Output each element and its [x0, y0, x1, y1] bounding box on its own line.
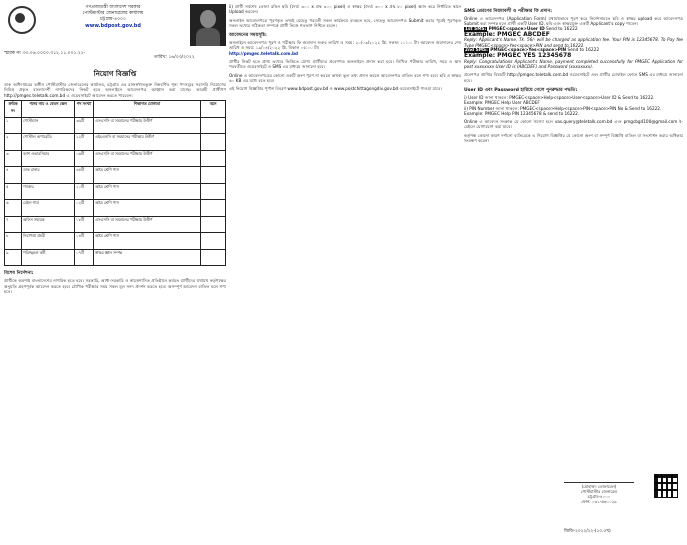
cell: পোস্টম্যান	[22, 117, 75, 134]
cell: এসএসসি বা সমমানের পরীক্ষায় উত্তীর্ণ	[94, 150, 201, 167]
sms-intro: Online এ আবেদনপত্র (Application Form) যথাযথভাবে পূরণ করে নির্দেশনামতে ছবি ও স্বাক্ষর upload করে আবেদনপত্র Submit করা সম্পন্ন হলে প্রার্থী একটি User ID, ছবি এবং স্বাক্ষরযুক্ত একটি Applicant's copy পাবেন।	[464, 16, 683, 27]
recovery-1-example: Example: PMGEC Help User ABCDEF	[464, 100, 540, 106]
sms-title: SMS প্রেরণের নিয়মাবলী ও পরীক্ষার ফি প্রদান:	[464, 9, 553, 14]
portrait-image	[190, 4, 226, 46]
cell: ডাক রানার	[22, 167, 75, 184]
cell: এসএসসি বা সমমানের পরীক্ষায় উত্তীর্ণ	[94, 117, 201, 134]
special-instructions-text: প্রার্থীকে অবশ্যই বাংলাদেশের নাগরিক হতে হবে। সরকারি, আধা-সরকারি ও স্বায়ত্তশাসিত প্রতিষ্ঠানে কর্মরত প্রার্থীদের যথাযথ কর্তৃপক্ষের অনুমতি গ্রহণপূর্বক আবেদন করতে হবে। মৌখিক পরীক্ষার সময় সকল মূল সনদ প্রদর্শন করতে হবে। অসম্পূর্ণ আবেদন বাতিল বলে গণ্য হবে।	[4, 278, 226, 294]
sms2-send: Send to 16222	[567, 48, 600, 53]
dgp-number: জিডি-২০২২/২২-(১০.৫খ)	[564, 529, 611, 534]
mid-text-3: প্রার্থীর নিকট হতে প্রাপ্ত তথ্যের ভিত্তিতে যোগ্য প্রার্থীদের প্রবেশপত্র অনলাইনে প্রদান করা হবে। লিখিত পরীক্ষার তারিখ, সময় ও স্থান পরবর্তীতে ওয়েবসাইটে ও SMS এর মাধ্যমে জানানো হবে।	[229, 59, 461, 70]
cell	[201, 249, 226, 266]
recovery-2-example: Example: PMGEC Help PIN 12345678 & send to 16222.	[464, 110, 580, 116]
signer-office: চট্টগ্রাম-৪০০০	[587, 494, 611, 499]
sms2-example: Example: PMGEC YES 12345678	[464, 52, 572, 60]
cell: ৩৯টি	[75, 117, 94, 134]
circular-title: নিয়োগ বিজ্ঞপ্তি	[93, 70, 137, 78]
cell: এইচএসসি বা সমমানের পরীক্ষায় উত্তীর্ণ	[94, 134, 201, 151]
table-row	[5, 150, 226, 167]
cell: ০৭টি	[75, 249, 94, 266]
cell: পরিচ্ছন্নতা কর্মী	[22, 249, 75, 266]
col-header: বয়স	[201, 100, 226, 117]
table-row	[5, 200, 226, 217]
cell: নিরাপত্তা প্রহরী	[22, 233, 75, 250]
table-row	[5, 134, 226, 151]
posts-table	[4, 100, 226, 267]
table-header-row	[5, 100, 226, 117]
cell: মেইল গার্ড	[22, 200, 75, 217]
mid-text-5: এই নিয়োগ বিজ্ঞপ্তির পূর্ণাঙ্গ বিবরণ www.bdpost.gov.bd ও www.postchittagongdiv.gov.bd ওয়েবসাইটে পাওয়া যাবে।	[229, 86, 442, 92]
col-header: শিক্ষাগত যোগ্যতা	[94, 100, 201, 117]
sms1-reply: Reply: Applicant's Name, Tk. 56/- will be charged as application fee. Your PIN is 12345678. To Pay fee Type PMGEC<space>Yes<space>PIN and send to 16222.	[464, 37, 683, 48]
cell: এসএসসি বা সমমানের পরীক্ষায় উত্তীর্ণ	[94, 216, 201, 233]
sms1-label: 1st SMS:	[465, 26, 487, 32]
col-header: পদের নাম ও বেতন স্কেল	[22, 100, 75, 117]
cell: প্যাকার	[22, 183, 75, 200]
table-row	[5, 249, 226, 266]
cell: ০২টি	[75, 200, 94, 217]
schedule-title: আবেদনের সময়সূচি:	[229, 33, 267, 39]
signer-title: পোস্টমাস্টার জেনারেল	[580, 489, 618, 494]
cell: ৯	[5, 249, 22, 266]
website-link[interactable]: www.bdpost.gov.bd	[85, 23, 141, 29]
cell: অষ্টম শ্রেণি পাস	[94, 183, 201, 200]
cell: ৬	[5, 200, 22, 217]
cell	[201, 134, 226, 151]
signer-name: (মোহাম্মদ তোফায়েল)	[581, 484, 617, 489]
table-row	[5, 117, 226, 134]
header-line-1: গণপ্রজাতন্ত্রী বাংলাদেশ সরকার	[85, 5, 141, 10]
cell: স্বাক্ষর জ্ঞান সম্পন্ন	[94, 249, 201, 266]
cell: ০৬টি	[75, 150, 94, 167]
application-url-link[interactable]: http://pmgec.teletalk.com.bd	[229, 50, 299, 56]
sms2-format: PMGEC<space>Yes<space>PIN	[490, 48, 567, 53]
cell: অফিস সহায়ক	[22, 216, 75, 233]
header-line-2: পোস্টমাস্টার জেনারেলের কার্যালয়	[82, 11, 144, 16]
circular-date: তারিখ: ১৬/০৩/২০২২	[154, 55, 195, 60]
table-row	[5, 167, 226, 184]
cell: ৩	[5, 150, 22, 167]
cell	[201, 117, 226, 134]
table-row	[5, 183, 226, 200]
memo-number: স্মারক নং ৩৩.০৬.০০০০.৩১২.১১.০০১.২২-	[4, 51, 86, 56]
cell: ১০টি	[75, 183, 94, 200]
header-line-3: চট্টগ্রাম-৪০০০	[100, 17, 126, 22]
qr-code-icon	[654, 474, 678, 498]
schedule-text: অনলাইনে আবেদনপত্র পূরণ ও পরীক্ষার ফি জমাদান শুরুর তারিখ ও সময়: ২০/০৩/২০২২ খ্রি. সকাল ১০:০০ টা। আবেদন জমাদানের শেষ তারিখ ও সময়: ১৯/০৪/২০২২ খ্রি. বিকাল ০৫:০০ টা।	[229, 40, 461, 51]
admit-card-text: প্রবেশপত্র প্রাপ্তির বিষয়টি http://pmgec.teletalk.com.bd ওয়েবসাইটে এবং প্রার্থীর মোবাইল ফোনে SMS এর মাধ্যমে জানানো হবে।	[464, 72, 683, 83]
special-instructions-title: বিশেষ নির্দেশনা:	[4, 271, 34, 277]
col-header: ক্রমিক নং	[5, 100, 22, 117]
cell	[201, 167, 226, 184]
cell: ০৮টি	[75, 216, 94, 233]
cell: ৫	[5, 183, 22, 200]
sms1-send: Send to 16222	[546, 26, 578, 32]
sms1-format: PMGEC<space>User ID	[488, 26, 545, 32]
cell: ০৪টি	[75, 233, 94, 250]
cell: অষ্টম শ্রেণি পাস	[94, 167, 201, 184]
cell	[201, 216, 226, 233]
sms2-reply: Reply: Congratulations Applicant's Name, payment completed successfully for PMGEC Application for post xxxxxxxx User ID is (ABCDEF) and Password (xxxxxxxx).	[464, 58, 683, 70]
right-column	[464, 4, 683, 146]
cell: ৭	[5, 216, 22, 233]
table-row	[5, 233, 226, 250]
mid-text-1: ii) প্রার্থী সর্বশেষ তোলা রঙিন ছবি (দৈর্ঘ্য ৩০০ x প্রস্থ ৩০০ pixel) ও স্বাক্ষর (দৈর্ঘ্য ৩০০ x প্রস্থ ৮০ pixel) স্ক্যান করে নির্ধারিত স্থানে Upload করবেন।	[229, 4, 461, 15]
cell	[201, 233, 226, 250]
cell	[201, 150, 226, 167]
mid-text-2: অনলাইন আবেদনপত্রে পূরণকৃত তথ্যই যেহেতু পরবর্তী সকল কার্যক্রমে ব্যবহৃত হবে, সেহেতু আবেদনপত্র Submit করার পূর্বেই পূরণকৃত সকল তথ্যের সঠিকতা সম্পর্কে প্রার্থী নিজে শতভাগ নিশ্চিত হবেন।	[229, 17, 461, 28]
sms-instructions	[464, 27, 683, 70]
cell	[201, 200, 226, 217]
middle-column	[229, 4, 461, 95]
cell	[201, 183, 226, 200]
letterhead-text	[38, 5, 188, 29]
signature-block	[564, 474, 634, 504]
recovery-2: ii) PIN Number জানা থাকলে: PMGEC<space>Help<space>PIN<space>PIN No & Send to 16222.	[464, 105, 662, 111]
cell: অষ্টম শ্রেণি পাস	[94, 233, 201, 250]
col-header: পদ সংখ্যা	[75, 100, 94, 117]
table-row	[5, 216, 226, 233]
cell: পোস্টাল অপারেটর	[22, 134, 75, 151]
recovery-1: i) User ID জানা থাকলে: PMGEC<space>Help<space>User<space>User ID & Send to 16222.	[464, 95, 655, 100]
contact-text: Online এ আবেদন সংক্রান্ত যে কোনো সমস্যা হলে vas.query@teletalk.com.bd এবং pmgcbg4100@gmail.com ই-মেইলে যোগাযোগ করা যাবে।	[464, 119, 683, 130]
job-circular-page	[4, 4, 683, 541]
emblem-icon	[8, 6, 36, 34]
cell: ৩৪টি	[75, 167, 94, 184]
cell: ২	[5, 134, 22, 151]
cell: ৪	[5, 167, 22, 184]
cell: ৮	[5, 233, 22, 250]
signature-mark	[564, 474, 634, 483]
cell: ১	[5, 117, 22, 134]
authority-text: কর্তৃপক্ষ কোনো কারণ দর্শানো ব্যতিরেকে এ নিয়োগ বিজ্ঞপ্তির যে কোনো অংশ বা সম্পূর্ণ বিজ্ঞপ্তি বাতিল বা সংশোধন করার অধিকার সংরক্ষণ করেন।	[464, 132, 683, 144]
recovery-title: User ID এবং Password হারিয়ে গেলে পুনরুদ্ধার পদ্ধতি:	[464, 88, 578, 93]
cell: ক্যাশ ওভারসিয়ার	[22, 150, 75, 167]
cell: অষ্টম শ্রেণি পাস	[94, 200, 201, 217]
intro-text: ডাক অধিদপ্তরের অধীন পোস্টমাস্টার জেনারেলের কার্যালয়, চট্টগ্রাম এর রাজস্বখাতভুক্ত নিম্নবর্ণিত শূন্য পদসমূহে সরাসরি নিয়োগের নিমিত্ত প্রকৃত বাংলাদেশী নাগরিকদের নিকট হতে অনলাইনে আবেদনপত্র আহ্বান করা যাচ্ছে। আগ্রহী প্রার্থীগণ http://pmgec.teletalk.com.bd এ ওয়েবসাইটে আবেদন করতে পারবেন।	[4, 82, 226, 98]
signer-phone: ফোন: ০৩১-৬৩০০২৯	[581, 499, 617, 504]
left-column	[4, 4, 226, 294]
mid-text-4: Online এ আবেদনপত্রের কোনো একটি অংশ পূরণ না করলে অথবা ভুল তথ্য প্রদান করলে আবেদনপত্র বাতিল বলে গণ্য হবে। ছবি ও স্বাক্ষর ৬০ KB এর মধ্যে হতে হবে।	[229, 72, 461, 83]
sms2-label: 2nd SMS:	[465, 48, 488, 53]
sms1-example: Example: PMGEC ABCDEF	[464, 31, 550, 38]
cell: ১২টি	[75, 134, 94, 151]
